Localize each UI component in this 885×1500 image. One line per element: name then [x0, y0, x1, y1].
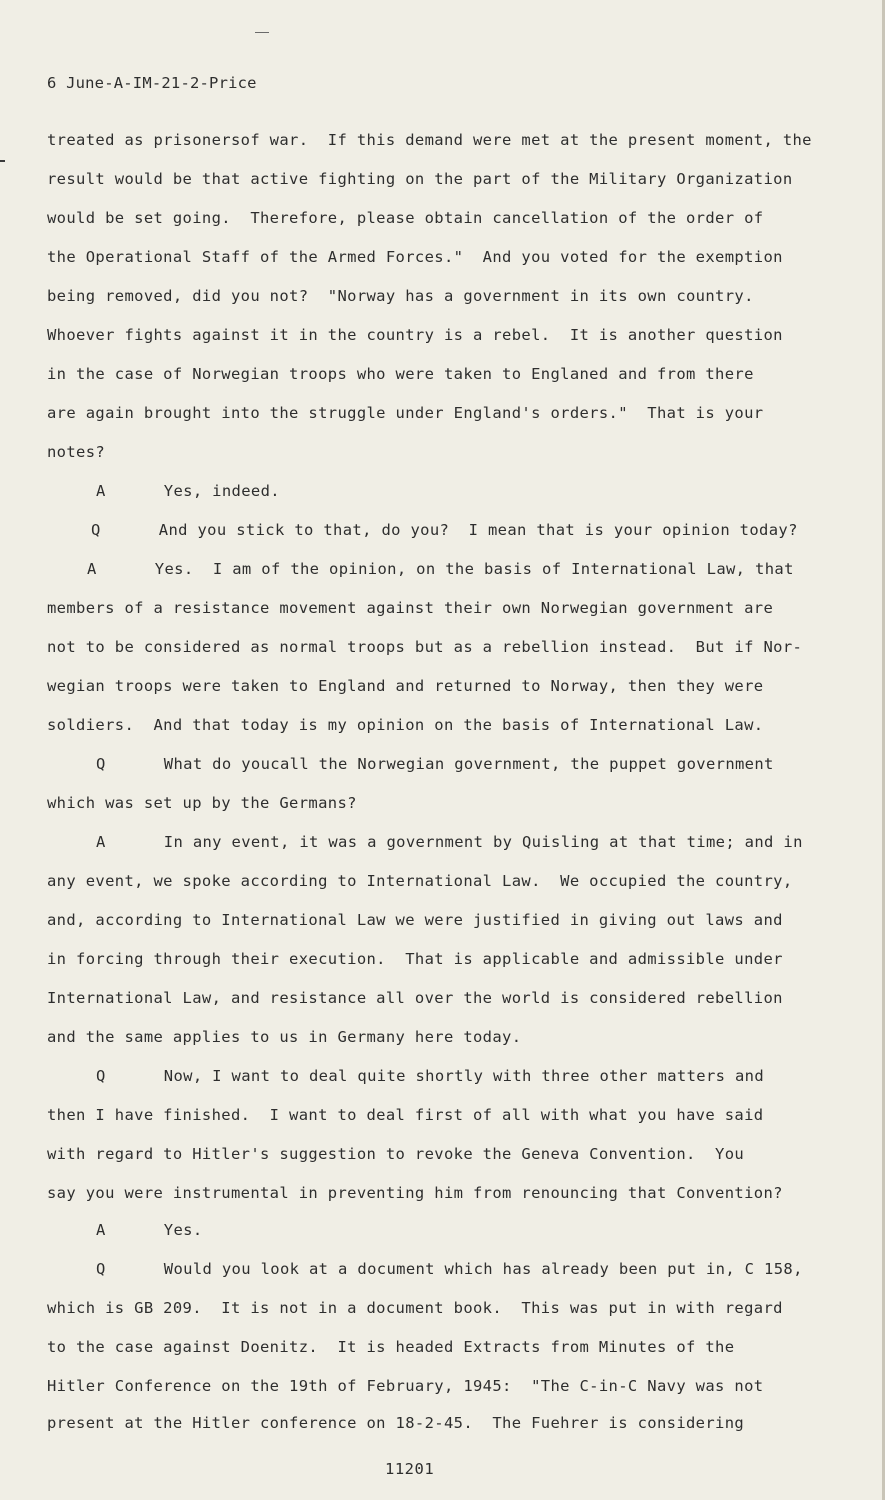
answer-line: A Yes.: [96, 1221, 203, 1239]
text-line-7: in the case of Norwegian troops who were taken to Englaned and from there: [47, 365, 754, 383]
text-line-1: treated as prisonersof war. If this demand were met at the present moment, the: [47, 131, 812, 149]
text-line-3: would be set going. Therefore, please obtain cancellation of the order of: [47, 209, 764, 227]
page-number: 11201: [385, 1460, 435, 1478]
text-line-24: and the same applies to us in Germany here today.: [47, 1028, 522, 1046]
text-line-16: soldiers. And that today is my opinion on the basis of International Law.: [47, 716, 764, 734]
text-line-32: to the case against Doenitz. It is headed Extracts from Minutes of the: [47, 1338, 735, 1356]
text-line-8: are again brought into the struggle under England's orders." That is your: [47, 404, 764, 422]
answer-line: A In any event, it was a government by Quisling at that time; and in: [96, 833, 803, 851]
text-line-21: and, according to International Law we were justified in giving out laws and: [47, 911, 783, 929]
text-line-4: the Operational Staff of the Armed Forces." And you voted for the exemption: [47, 248, 783, 266]
answer-line: A Yes, indeed.: [96, 482, 280, 500]
text-line-31: which is GB 209. It is not in a document book. This was put in with regard: [47, 1299, 783, 1317]
margin-mark: [0, 160, 5, 162]
text-line-34: present at the Hitler conference on 18-2-45. The Fuehrer is considering: [47, 1414, 745, 1432]
text-line-2: result would be that active fighting on the part of the Military Organization: [47, 170, 793, 188]
text-line-14: not to be considered as normal troops but as a rebellion instead. But if Nor-: [47, 638, 803, 656]
text-line-33: Hitler Conference on the 19th of February, 1945: "The C-in-C Navy was not: [47, 1377, 764, 1395]
top-mark: [255, 32, 269, 33]
text-line-20: any event, we spoke according to International Law. We occupied the country,: [47, 872, 793, 890]
text-line-9: notes?: [47, 443, 106, 461]
text-line-18: which was set up by the Germans?: [47, 794, 357, 812]
page-header: 6 June-A-IM-21-2-Price: [47, 74, 257, 92]
question-line: Q Now, I want to deal quite shortly with three other matters and: [96, 1067, 765, 1085]
text-line-22: in forcing through their execution. That is applicable and admissible under: [47, 950, 783, 968]
text-line-27: with regard to Hitler's suggestion to revoke the Geneva Convention. You: [47, 1145, 745, 1163]
text-line-13: members of a resistance movement against their own Norwegian government are: [47, 599, 774, 617]
answer-line: A Yes. I am of the opinion, on the basis of International Law, that: [87, 560, 794, 578]
text-line-6: Whoever fights against it in the country is a rebel. It is another question: [47, 326, 783, 344]
text-line-23: International Law, and resistance all over the world is considered rebellion: [47, 989, 783, 1007]
text-line-15: wegian troops were taken to England and returned to Norway, then they were: [47, 677, 764, 695]
question-line: Q And you stick to that, do you? I mean that is your opinion today?: [91, 521, 798, 539]
text-line-28: say you were instrumental in preventing him from renouncing that Convention?: [47, 1184, 783, 1202]
text-line-5: being removed, did you not? "Norway has a government in its own country.: [47, 287, 754, 305]
question-line: Q What do youcall the Norwegian government, the puppet government: [96, 755, 774, 773]
text-line-26: then I have finished. I want to deal first of all with what you have said: [47, 1106, 764, 1124]
question-line: Q Would you look at a document which has already been put in, C 158,: [96, 1260, 803, 1278]
